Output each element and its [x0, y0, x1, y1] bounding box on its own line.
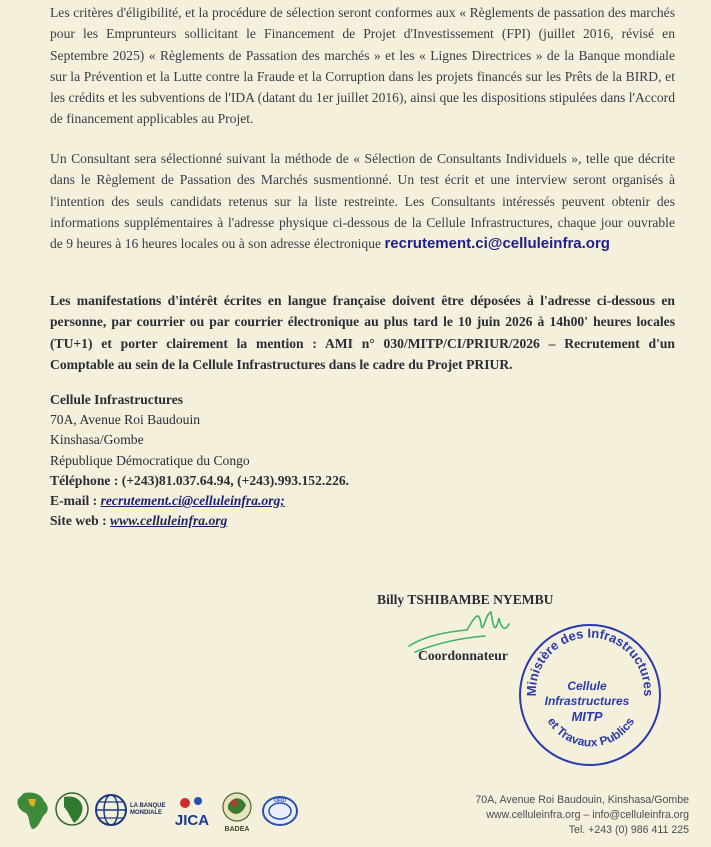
stamp-line-1: Cellule — [567, 679, 607, 693]
official-stamp — [515, 620, 665, 770]
eligibility-paragraph: Les critères d'éligibilité, et la procédure de sélection seront conformes aux « Règlements de passation des marchés pour les Emprunteurs sollicitant le Financement de Projet d'Investissement (FPI) (juillet 2016, révisé en Septembre 2025) « Règlements de Passation des marchés » et les « Lignes Directrices » de la Banque mondiale sur la Prévention et la Lutte contre la Fraude et la Corruption dans les projets financés sur les Prêts de la BIRD, et les crédits et les subventions de l'IDA (datant du 1er juillet 2016), ainsi que les dispositions stipulées dans l'Accord de financement applicables au Projet. — [50, 5, 675, 127]
footer-address: 70A, Avenue Roi Baudouin, Kinshasa/Gombe — [475, 794, 689, 806]
signer-title: Coordonnateur — [418, 648, 508, 663]
svg-text:BADEA: BADEA — [224, 826, 250, 833]
address-phone: Téléphone : (+243)81.037.64.94, (+243).993.152.226. — [50, 472, 350, 488]
address-web-label: Site web : — [50, 513, 111, 529]
stamp-line-3: MITP — [571, 709, 603, 724]
address-block — [50, 390, 470, 531]
world-bank-globe-logo — [94, 793, 128, 827]
footer-contact — [409, 793, 689, 838]
address-web-link[interactable]: www.celluleinfra.org — [110, 513, 228, 529]
address-email-label: E-mail : — [50, 493, 101, 509]
world-bank-wordmark: LA BANQUE MONDIALE — [130, 803, 166, 816]
address-name: Cellule Infrastructures — [50, 392, 184, 407]
africa-emblem-logo — [54, 789, 90, 833]
address-country: République Démocratique du Congo — [50, 452, 250, 468]
jica-logo — [172, 793, 212, 833]
submission-paragraph: Les manifestations d'intérêt écrites en langue française doivent être déposées à l'adresse ci-dessous en personne, par courrier ou par courrier électronique au plus tard le 10 juin 2026 à 14h00' heures locales (TU+1) et porter clairement la mention : AMI n° 030/MITP/CI/PRIUR/2026 – Recrutement d'un Comptable au sein de la Cellule Infrastructures dans le cadre du Projet PRIUR. — [50, 293, 675, 372]
svg-text:OFID: OFID — [274, 798, 286, 804]
address-email-line — [50, 491, 470, 511]
ofid-logo — [260, 793, 300, 829]
address-city: Kinshasa/Gombe — [50, 432, 144, 448]
signer-name: Billy TSHIBAMBE NYEMBU — [377, 592, 554, 607]
partner-logos — [6, 783, 306, 843]
address-email-link[interactable]: recrutement.ci@celluleinfra.org; — [100, 493, 285, 509]
stamp-outer-top: Ministère des Infrastructures — [523, 625, 657, 697]
selection-paragraph — [50, 148, 675, 254]
stamp-line-2: Infrastructures — [544, 694, 630, 708]
address-web-line — [50, 511, 470, 531]
stamp-outer-bottom: et Travaux Publics — [544, 714, 638, 750]
badea-logo — [216, 789, 258, 833]
selection-paragraph-text: Un Consultant sera sélectionné suivant la méthode de « Sélection de Consultants Individuels », telle que décrite dans le Règlement de Passation des Marchés susmentionné. Un test écrit et une interview seront organisés à l'intention des seuls candidats retenus sur la liste restreinte. Les Consultants intéressés peuvent obtenir des informations supplémentaires à l'adresse physique ci-dessous de la Cellule Infrastructures, chaque jour ouvrable de 9 heures à 16 heures locales ou à son adresse électronique — [50, 151, 675, 252]
address-street: 70A, Avenue Roi Baudouin — [50, 412, 201, 428]
footer-contacts[interactable]: www.celluleinfra.org – info@celluleinfra.org — [486, 809, 689, 821]
inline-email-link[interactable]: recrutement.ci@celluleinfra.org — [384, 235, 610, 253]
svg-text:JICA: JICA — [174, 812, 210, 829]
footer-phone: Tel. +243 (0) 986 411 225 — [568, 824, 689, 836]
africa-map-logo — [10, 789, 54, 833]
